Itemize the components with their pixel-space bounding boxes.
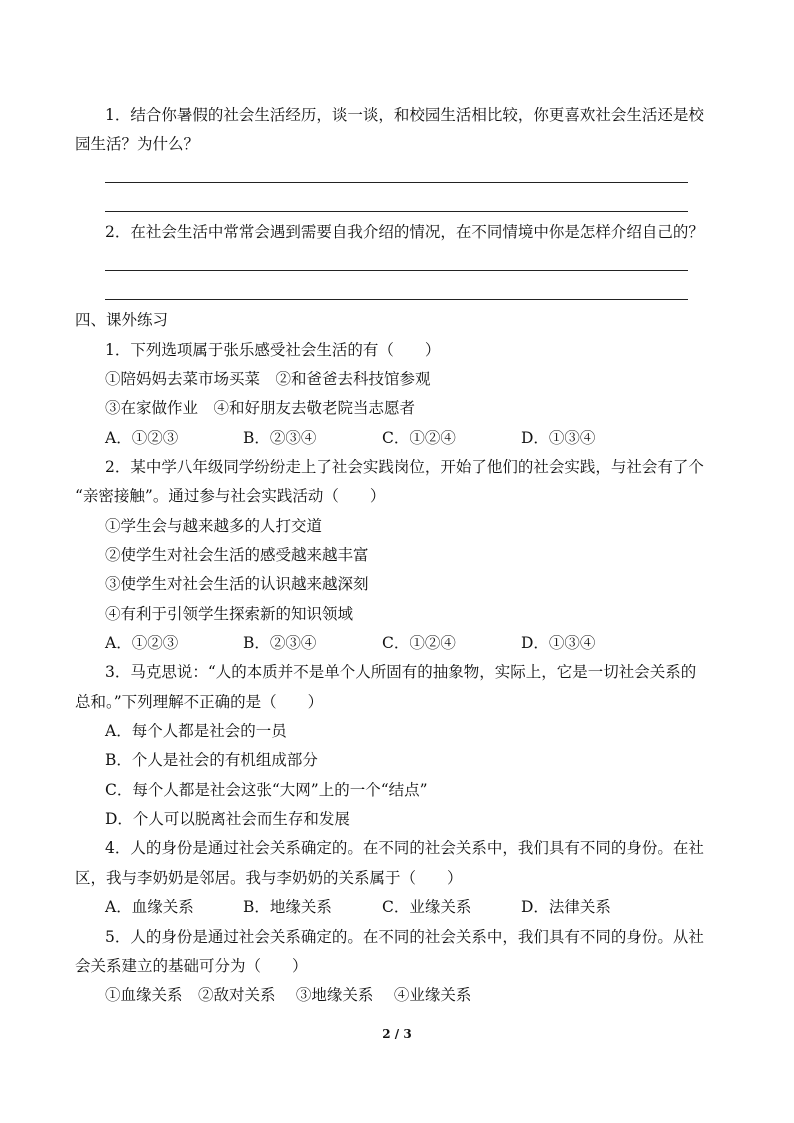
ex2-option-b[interactable]: B．②③④ (243, 634, 317, 652)
ex2-item: ③使学生对社会生活的认识越来越深刻 (105, 575, 369, 593)
q1-line-2: 园生活？为什么？ (75, 135, 200, 153)
ex2-stem-2: “亲密接触”。通过参与社会实践活动（ ） (75, 487, 386, 505)
ex4-option-b[interactable]: B．地缘关系 (243, 898, 332, 916)
ex2-item: ④有利于引领学生探索新的知识领域 (105, 605, 354, 623)
ex1-option-a[interactable]: A．①②③ (105, 429, 179, 447)
page-number: 2 / 3 (382, 1027, 412, 1041)
ex2-item: ①学生会与越来越多的人打交道 (105, 517, 323, 535)
answer-blank-line[interactable] (105, 211, 688, 212)
ex4-option-d[interactable]: D．法律关系 (521, 898, 611, 916)
ex2-option-a[interactable]: A．①②③ (105, 634, 179, 652)
ex4-option-a[interactable]: A．血缘关系 (105, 898, 194, 916)
q1-line-1: 1．结合你暑假的社会生活经历，谈一谈，和校园生活相比较，你更喜欢社会生活还是校 (105, 106, 704, 124)
ex2-option-d[interactable]: D．①③④ (521, 634, 596, 652)
ex5-item: ①血缘关系 ②敌对关系 ③地缘关系 ④业缘关系 (105, 986, 472, 1004)
ex1-item: ①陪妈妈去菜市场买菜 ②和爸爸去科技馆参观 (105, 370, 431, 388)
ex3-stem-2: 总和。”下列理解不正确的是（ ） (75, 693, 324, 711)
ex2-item: ②使学生对社会生活的感受越来越丰富 (105, 546, 369, 564)
ex4-stem-2: 区，我与李奶奶是邻居。我与李奶奶的关系属于（ ） (75, 869, 463, 887)
ex1-item: ③在家做作业 ④和好朋友去敬老院当志愿者 (105, 399, 416, 417)
ex3-option-c[interactable]: C．每个人都是社会这张“大网”上的一个“结点” (105, 781, 428, 799)
ex1-option-d[interactable]: D．①③④ (521, 429, 596, 447)
q2-line-1: 2．在社会生活中常常会遇到需要自我介绍的情况，在不同情境中你是怎样介绍自己的？ (105, 223, 704, 241)
ex2-stem-1: 2．某中学八年级同学纷纷走上了社会实践岗位，开始了他们的社会实践，与社会有了个 (105, 458, 704, 476)
ex3-stem-1: 3．马克思说：“人的本质并不是单个人所固有的抽象物，实际上，它是一切社会关系的 (105, 663, 697, 681)
answer-blank-line[interactable] (105, 299, 688, 300)
ex5-stem-1: 5．人的身份是通过社会关系确定的。在不同的社会关系中，我们具有不同的身份。从社 (105, 928, 704, 946)
ex4-option-c[interactable]: C．业缘关系 (382, 898, 472, 916)
ex5-stem-2: 会关系建立的基础可分为（ ） (75, 957, 308, 975)
ex4-stem-1: 4．人的身份是通过社会关系确定的。在不同的社会关系中，我们具有不同的身份。在社 (105, 839, 704, 857)
ex3-option-d[interactable]: D．个人可以脱离社会而生存和发展 (105, 810, 350, 828)
ex1-option-c[interactable]: C．①②④ (382, 429, 456, 447)
section-heading: 四、课外练习 (75, 311, 169, 329)
ex1-stem: 1．下列选项属于张乐感受社会生活的有（ ） (105, 341, 441, 359)
ex1-option-b[interactable]: B．②③④ (243, 429, 317, 447)
ex2-option-c[interactable]: C．①②④ (382, 634, 456, 652)
answer-blank-line[interactable] (105, 270, 688, 271)
answer-blank-line[interactable] (105, 182, 688, 183)
ex3-option-a[interactable]: A．每个人都是社会的一员 (105, 722, 287, 740)
ex3-option-b[interactable]: B．个人是社会的有机组成部分 (105, 751, 318, 769)
